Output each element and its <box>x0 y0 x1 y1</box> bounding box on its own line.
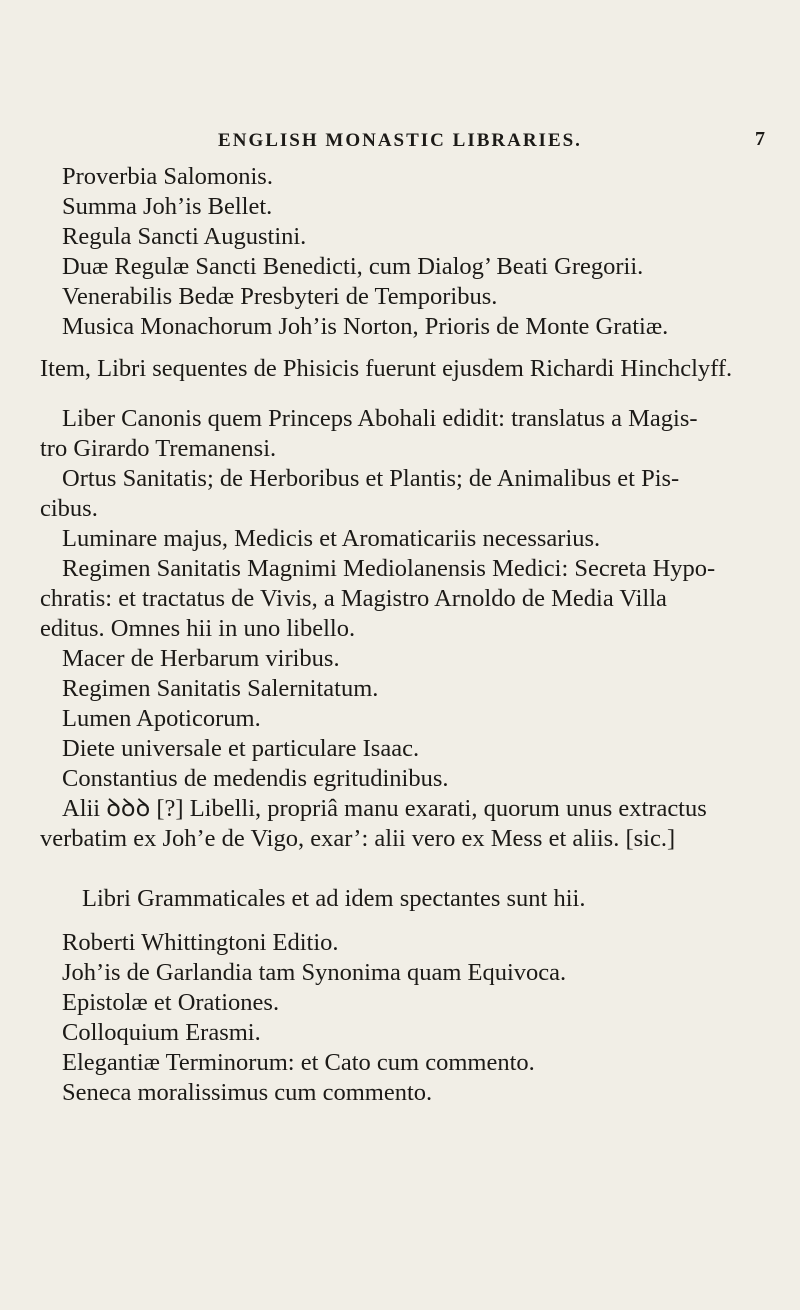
list-item: Lumen Apoticorum. <box>62 705 261 732</box>
book-list-2 <box>0 404 800 854</box>
list-item: Summa Joh’is Bellet. <box>62 193 273 220</box>
list-item: Regimen Sanitatis Salernitatum. <box>62 675 379 702</box>
list-item: Musica Monachorum Joh’is Norton, Prioris de Monte Gratiæ. <box>62 313 669 340</box>
book-list-3 <box>0 928 800 1108</box>
list-item: Roberti Whittingtoni Editio. <box>62 929 339 956</box>
list-item-continuation: tro Girardo Tremanensi. <box>40 435 277 462</box>
list-item: Elegantiæ Terminorum: et Cato cum commento. <box>62 1049 535 1076</box>
list-item: Constantius de medendis egritudinibus. <box>62 765 449 792</box>
list-item: Proverbia Salomonis. <box>62 163 273 190</box>
list-item: Joh’is de Garlandia tam Synonima quam Equivoca. <box>62 959 567 986</box>
list-item: Colloquium Erasmi. <box>62 1019 261 1046</box>
list-item: Luminare majus, Medicis et Aromaticariis necessarius. <box>62 525 601 552</box>
list-item: Duæ Regulæ Sancti Benedicti, cum Dialog’ Beati Gregorii. <box>62 253 644 280</box>
list-item-continuation: chratis: et tractatus de Vivis, a Magistro Arnoldo de Media Villa <box>40 585 667 612</box>
list-item: Seneca moralissimus cum commento. <box>62 1079 433 1106</box>
list-item: Alii ꝺꝺꝺ [?] Libelli, propriâ manu exarati, quorum unus extractus <box>62 795 707 822</box>
list-item: Ortus Sanitatis; de Herboribus et Plantis; de Animalibus et Pis- <box>62 465 680 492</box>
list-item: Liber Canonis quem Princeps Abohali edidit: translatus a Magis- <box>62 405 698 432</box>
list-item-continuation: editus. Omnes hii in uno libello. <box>40 615 356 642</box>
page-number: 7 <box>755 128 765 150</box>
list-item-continuation: verbatim ex Joh’e de Vigo, exar’: alii vero ex Mess et aliis. [sic.] <box>40 825 676 852</box>
book-list-1 <box>0 162 800 342</box>
running-head: ENGLISH MONASTIC LIBRARIES. <box>218 130 582 151</box>
list-item: Macer de Herbarum viribus. <box>62 645 340 672</box>
list-item: Venerabilis Bedæ Presbyteri de Temporibus. <box>62 283 498 310</box>
section-heading-phisicis <box>0 354 800 384</box>
list-item: Regula Sancti Augustini. <box>62 223 307 250</box>
grammar-heading: Libri Grammaticales et ad idem spectantes sunt hii. <box>82 885 586 912</box>
list-item: Epistolæ et Orationes. <box>62 989 280 1016</box>
item-heading: Item, Libri sequentes de Phisicis fuerunt ejusdem Richardi Hinchclyff. <box>40 355 733 382</box>
list-item: Diete universale et particulare Isaac. <box>62 735 420 762</box>
section-heading-grammatical <box>0 884 800 914</box>
list-item-continuation: cibus. <box>40 495 98 522</box>
list-item: Regimen Sanitatis Magnimi Mediolanensis Medici: Secreta Hypo- <box>62 555 716 582</box>
